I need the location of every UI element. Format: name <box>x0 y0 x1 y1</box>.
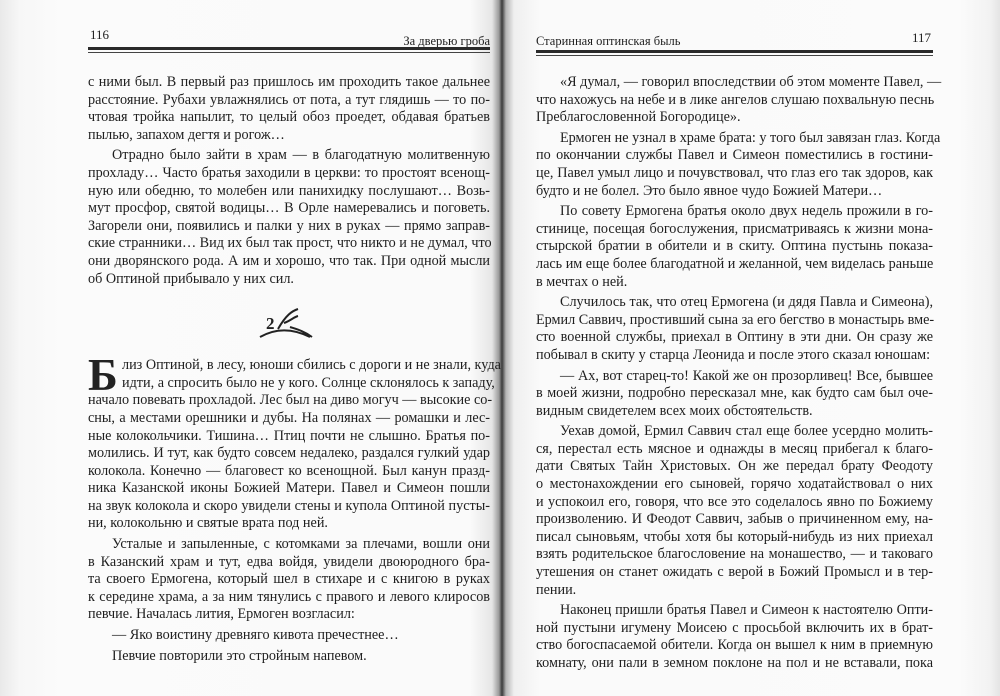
text-line: взять родительское благословение на монашество, — и таковаго <box>536 546 933 563</box>
text-line: ную или обедню, то молебен или панихидку послушают… Возь- <box>88 182 490 199</box>
text-line: об Оптиной прибывало у них сил. <box>88 270 294 287</box>
right-page-text <box>536 74 942 676</box>
page-number: 117 <box>911 30 931 45</box>
text-line: ство богоспасаемой обители. Когда он вышел к ним в приемную <box>536 637 933 654</box>
text-line: колокола. Конечно — благовест ко всенощной. Был канун празд- <box>88 462 490 479</box>
text-line: ские странники… Вид их был так прост, что никто и не думал, что <box>88 235 492 252</box>
left-page <box>88 0 501 696</box>
text-line: — Ах, вот старец-то! Какой же он прозорливец! Все, бывшее <box>560 367 933 384</box>
text-line: По совету Ермогена братья около двух недель прожили в го- <box>560 203 933 220</box>
text-line: пении. <box>536 581 577 598</box>
text-line: Наконец пришли братья Павел и Симеон к настоятелю Опти- <box>560 602 933 619</box>
text-line: они дворянского рода. А им и хорошо, что так. При одной мысли <box>88 252 490 269</box>
text-line: расстояние. Рубахи увлажнялись от пота, а тут глядишь — то по- <box>88 91 490 108</box>
paragraph <box>88 350 501 533</box>
paragraph <box>88 74 490 144</box>
text-line: прохладу… Часто братья заходили в церкви: то простоят всенощ- <box>88 164 490 181</box>
text-line: та своего Ермогена, который шел в стихаре и с книгою в руках <box>88 571 490 588</box>
text-line: в Казанский храм и тут, едва войдя, увидели двоюродного бра- <box>88 553 490 570</box>
text-line: лиз Оптиной, в лесу, юноши сбились с дороги и не знали, куда <box>122 357 501 374</box>
paragraph <box>536 129 941 200</box>
header-rule <box>536 50 933 56</box>
paragraph <box>88 627 490 645</box>
text-line: ной пустыни игумену Моисею с просьбой включить их в брат- <box>536 619 933 636</box>
paragraph <box>536 74 942 127</box>
right-page <box>536 0 942 696</box>
text-line: лась им еще более благодатной и желанной, чем виделась раньше <box>536 255 934 272</box>
text-line: с ними был. В первый раз пришлось им проходить такое дальнее <box>88 74 490 90</box>
text-line: Ермил Саввич, простивший сына за его бегство в монастырь вме- <box>536 311 935 328</box>
left-page-text <box>88 74 501 668</box>
text-line: «Я думал, — говорил впоследствии об этом моменте Павел, — <box>560 74 942 90</box>
text-line: видным свидетелем всех моих обстоятельств. <box>536 402 813 419</box>
paragraph <box>536 294 933 364</box>
text-line: ни, колокольню и святые врата под ней. <box>88 515 328 532</box>
text-line: стырской братии в обители и в скиту. Оптина пустынь показа- <box>536 238 933 255</box>
text-line: комнату, они пали в земном поклоне на пол и не вставали, пока <box>536 655 933 671</box>
page-number: 116 <box>90 27 110 42</box>
text-line: Ермоген не узнал в храме брата: у того был завязан глаз. Когда <box>560 129 941 146</box>
leaf-flourish-icon <box>254 307 324 341</box>
text-line: идти, а спросить было не у кого. Солнце склонялось к западу, <box>122 374 495 391</box>
text-line: певчие. Началась лития, Ермоген возгласил: <box>88 606 355 623</box>
paragraph <box>536 368 933 421</box>
text-line: ника Казанской иконы Божией Матери. Павел и Симеон пошли <box>88 480 490 497</box>
text-line: будто и не болел. Это было явное чудо Божией Матери… <box>536 182 883 199</box>
paragraph <box>88 147 490 288</box>
text-line: в моей жизни, подробно пересказал мне, как будто сам был оче- <box>536 385 933 402</box>
text-line: ные колокольчики. Тишина… Птиц почти не слышно. Братья по- <box>88 427 490 444</box>
text-line: чтовая тройка напылит, то целый обоз проедет, обдавая братьев <box>88 109 490 126</box>
text-line: Случилось так, что отец Ермогена (и дядя Павла и Симеона), <box>560 294 933 311</box>
paragraph <box>536 423 933 599</box>
paragraph <box>88 648 490 666</box>
text-line: пылью, запахом дегтя и рогож… <box>88 126 285 143</box>
text-line: к середине храма, а за ним тянулись с правого и левого клиросов <box>88 588 490 605</box>
drop-cap: Б <box>88 350 118 401</box>
text-line: Уехав домой, Ермил Саввич стал еще более усердно молить- <box>560 423 933 440</box>
text-line: на звук колокола и скоро увидели стены и купола Оптиной пусты- <box>88 497 490 514</box>
text-line: Преблагословенной Богородице». <box>536 109 741 126</box>
text-line: — Яко воистину древняго кивота пречестнее… <box>112 627 399 644</box>
text-line: стинице, посещая богослужения, присматриваясь к жизни мона- <box>536 220 933 237</box>
section-ornament <box>88 291 490 357</box>
text-line: побывал в скиту у старца Леонида и после этого сказал юношам: <box>536 346 931 363</box>
text-line: Усталые и запыленные, с котомками за плечами, вошли они <box>112 536 490 553</box>
text-line: мут просфор, святой водицы… В Орле намеревались и поговеть. <box>88 200 490 217</box>
text-line: Отрадно было зайти в храм — в благодатную молитвенную <box>112 147 490 164</box>
section-number: 2 <box>266 314 275 334</box>
text-line: писал сыновьям, чтобы хотя бы который-нибудь из них приехал <box>536 528 933 545</box>
text-line: начало повевать прохладой. Лес был на диво могуч — высокие со- <box>88 392 493 409</box>
text-line: ся, перестал есть мясное и однажды в месяц прибегал к благо- <box>536 440 933 457</box>
paragraph <box>88 536 490 624</box>
text-line: в мечтах о ней. <box>536 273 628 290</box>
paragraph <box>536 203 933 291</box>
text-line: Загорели они, появились и палки у них в руках — прямо заправ- <box>88 217 490 234</box>
text-line: це, Павел умыл лицо и почувствовал, что глаз его так здоров, как <box>536 164 933 181</box>
right-page-header <box>536 0 933 56</box>
running-head: За дверью гроба <box>403 34 490 48</box>
running-head: Старинная оптинская быль <box>536 34 681 48</box>
text-line: сны, а местами орешники и дубы. На полянах — ромашки и лес- <box>88 409 490 426</box>
text-line: произволению. И Феодот Саввич, забыв о причиненном ему, на- <box>536 511 933 528</box>
text-line: дати Святых Тайн Христовых. Он же передал брату Феодоту <box>536 458 933 475</box>
text-line: утешения он станет ожидать с верой в Божий Промысл и в тер- <box>536 564 933 581</box>
text-line: Певчие повторили это стройным напевом. <box>112 647 367 664</box>
text-line: молились. И тут, как будто совсем недалеко, раздался гулкий удар <box>88 445 490 462</box>
text-line: и успокоил его, говоря, что все это соделалось явно по Божиему <box>536 493 933 510</box>
paragraph <box>536 602 933 672</box>
left-page-header <box>88 0 490 56</box>
text-line: сто военной службы, приехал в Оптину в эти дни. Он сразу же <box>536 329 933 346</box>
header-rule <box>88 47 490 53</box>
text-line: по окончании службы Павел и Симеон поместились в гостини- <box>536 147 933 164</box>
text-line: что нахожусь на небе и в лике ангелов слушаю похвальную песнь <box>536 91 935 108</box>
text-line: о местонахождении его сыновей, горячо ходатайствовал о них <box>536 476 933 493</box>
